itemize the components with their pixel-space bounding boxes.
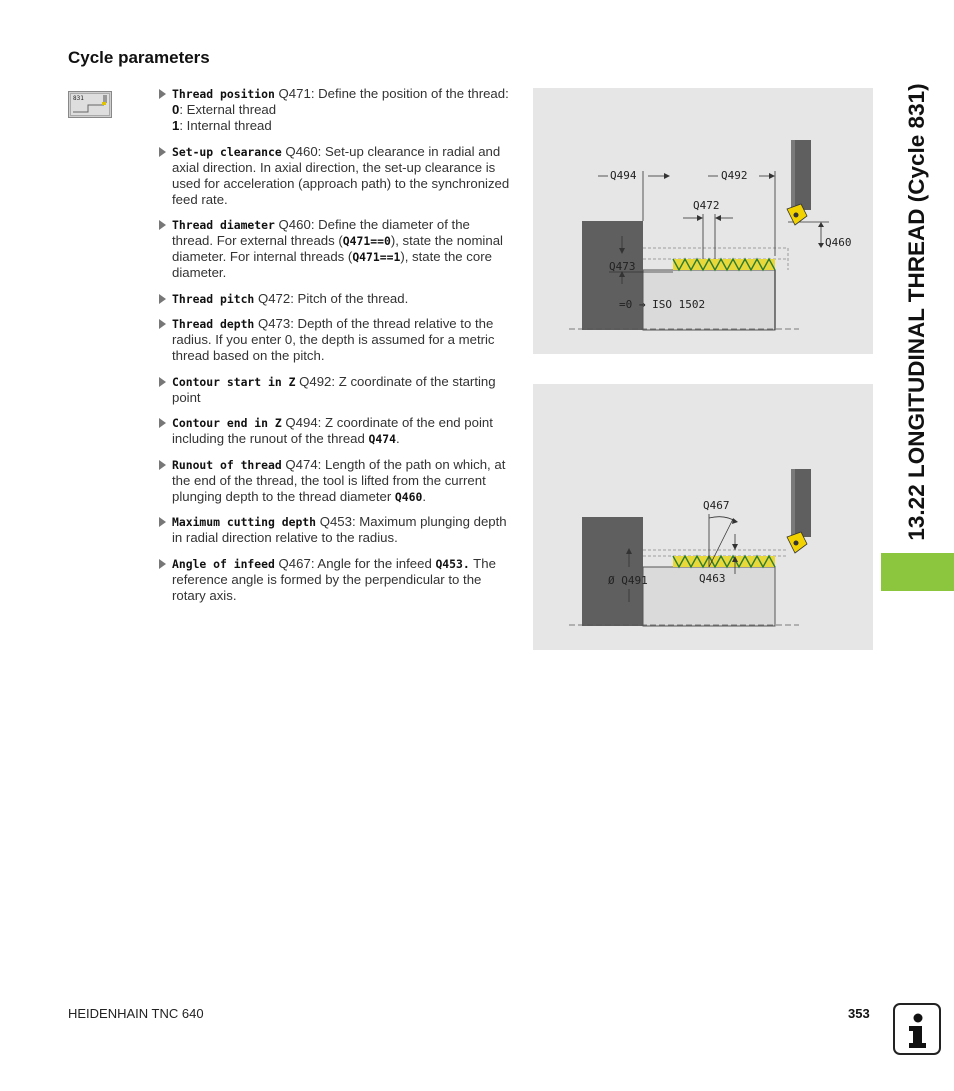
- bullet-triangle-icon: [159, 89, 166, 99]
- parameter-description: : Pitch of the thread.: [290, 290, 409, 306]
- parameter-item: [158, 514, 514, 546]
- bullet-triangle-icon: [159, 319, 166, 329]
- label-q473: Q473: [609, 260, 636, 273]
- parameter-item: [158, 556, 514, 604]
- parameter-item: [158, 144, 514, 208]
- thread-diagram-2: [533, 384, 873, 650]
- parameter-code: Q473: [257, 316, 291, 331]
- parameter-label: Thread diameter: [172, 218, 275, 232]
- parameter-description: : Depth of the thread relative to the radius. If you enter 0, the depth is assumed for a metric thread based on the pitch.: [172, 316, 495, 363]
- parameter-label: Thread position: [172, 87, 275, 101]
- parameter-item: [158, 316, 514, 364]
- parameter-description: : Internal thread: [179, 118, 272, 133]
- cycle-icon-label: 831: [73, 95, 84, 102]
- parameter-label: Contour start in Z: [172, 374, 296, 389]
- bullet-triangle-icon: [159, 377, 166, 387]
- label-q460: Q460: [825, 236, 852, 249]
- parameter-label: Set-up clearance: [172, 144, 282, 159]
- label-q472: Q472: [693, 199, 720, 212]
- label-q492: Q492: [721, 169, 748, 182]
- parameter-code: Q460: [285, 143, 318, 159]
- parameter-code: Q467: [278, 555, 311, 571]
- parameter-label: Thread pitch: [172, 291, 255, 306]
- parameter-item: [158, 374, 514, 406]
- parameter-description: 1: [172, 118, 180, 133]
- parameter-description: : External thread: [179, 102, 277, 117]
- parameter-description: Q471==1: [352, 250, 401, 264]
- parameter-code: Q453: [319, 514, 352, 529]
- parameter-description: Q471==0: [342, 234, 391, 248]
- parameter-description: 0: [172, 102, 180, 117]
- parameter-label: Contour end in Z: [172, 416, 282, 430]
- chapter-tab: [881, 553, 954, 591]
- parameter-item: [158, 217, 514, 281]
- parameter-description: : Maximum plunging depth in radial direction relative to the radius.: [172, 514, 507, 545]
- bullet-triangle-icon: [159, 294, 166, 304]
- parameter-list: [158, 86, 514, 613]
- parameter-description: .: [422, 488, 426, 504]
- page-number: 353: [848, 1006, 870, 1021]
- bullet-triangle-icon: [159, 220, 166, 230]
- bullet-triangle-icon: [159, 460, 166, 470]
- parameter-description: : Angle for the infeed: [310, 555, 436, 571]
- parameter-description: Q474: [368, 432, 396, 446]
- figure-infeed-angle: [533, 384, 873, 650]
- parameter-description: : Z coordinate of the starting point: [172, 373, 496, 405]
- parameter-description: ), state the core diameter.: [172, 249, 492, 280]
- parameter-item: [158, 291, 514, 307]
- parameter-code: Q460: [278, 217, 311, 232]
- parameter-label: Thread depth: [172, 317, 255, 331]
- parameter-description: : Define the diameter of the thread. For external threads (: [172, 217, 470, 248]
- parameter-description: .: [395, 431, 400, 446]
- figure-thread-parameters: [533, 88, 873, 354]
- parameter-description: : Length of the path on which, at the end of the thread, the tool is lifted from the current plunging depth to the thread diameter: [172, 456, 506, 504]
- parameter-description: : Z coordinate of the end point including the runout of the thread: [172, 415, 493, 446]
- thread-diagram-1: [533, 88, 873, 354]
- parameter-description: Q460: [394, 489, 423, 504]
- parameter-description: The reference angle is formed by the perpendicular to the rotary axis.: [172, 555, 496, 603]
- parameter-item: [158, 415, 514, 447]
- parameter-label: Maximum cutting depth: [172, 515, 317, 529]
- parameter-code: Q472: [257, 290, 291, 306]
- label-q491: Ø Q491: [608, 574, 648, 587]
- parameter-label: Runout of thread: [172, 457, 282, 472]
- label-iso: =0 → ISO 1502: [619, 298, 706, 311]
- parameter-description: Q453.: [435, 556, 470, 571]
- parameter-code: Q492: [299, 373, 332, 389]
- parameter-label: Angle of infeed: [172, 556, 275, 571]
- cycle-831-icon: [68, 91, 112, 118]
- parameter-code: Q474: [285, 456, 318, 472]
- label-q463: Q463: [699, 572, 726, 585]
- label-q494: Q494: [610, 169, 637, 182]
- parameter-description: ), state the nominal diameter. For internal threads (: [172, 233, 503, 264]
- bullet-triangle-icon: [159, 147, 166, 157]
- side-chapter-title: 13.22 LONGITUDINAL THREAD (Cycle 831): [904, 83, 929, 541]
- bullet-triangle-icon: [159, 517, 166, 527]
- bullet-triangle-icon: [159, 418, 166, 428]
- parameter-description: : Set-up clearance in radial and axial direction. In axial direction, the set-up clearance is used for acceleration (approach path) to the synchronized feed rate.: [172, 143, 510, 207]
- footer-product: HEIDENHAIN TNC 640: [68, 1006, 204, 1021]
- parameter-description: : Define the position of the thread:: [310, 86, 509, 101]
- section-heading: Cycle parameters: [68, 48, 210, 67]
- bullet-triangle-icon: [159, 559, 166, 569]
- label-q467: Q467: [703, 499, 730, 512]
- parameter-code: Q471: [278, 86, 311, 101]
- parameter-item: [158, 457, 514, 505]
- parameter-code: Q494: [285, 415, 318, 430]
- info-icon: [893, 1003, 941, 1055]
- parameter-item: [158, 86, 514, 134]
